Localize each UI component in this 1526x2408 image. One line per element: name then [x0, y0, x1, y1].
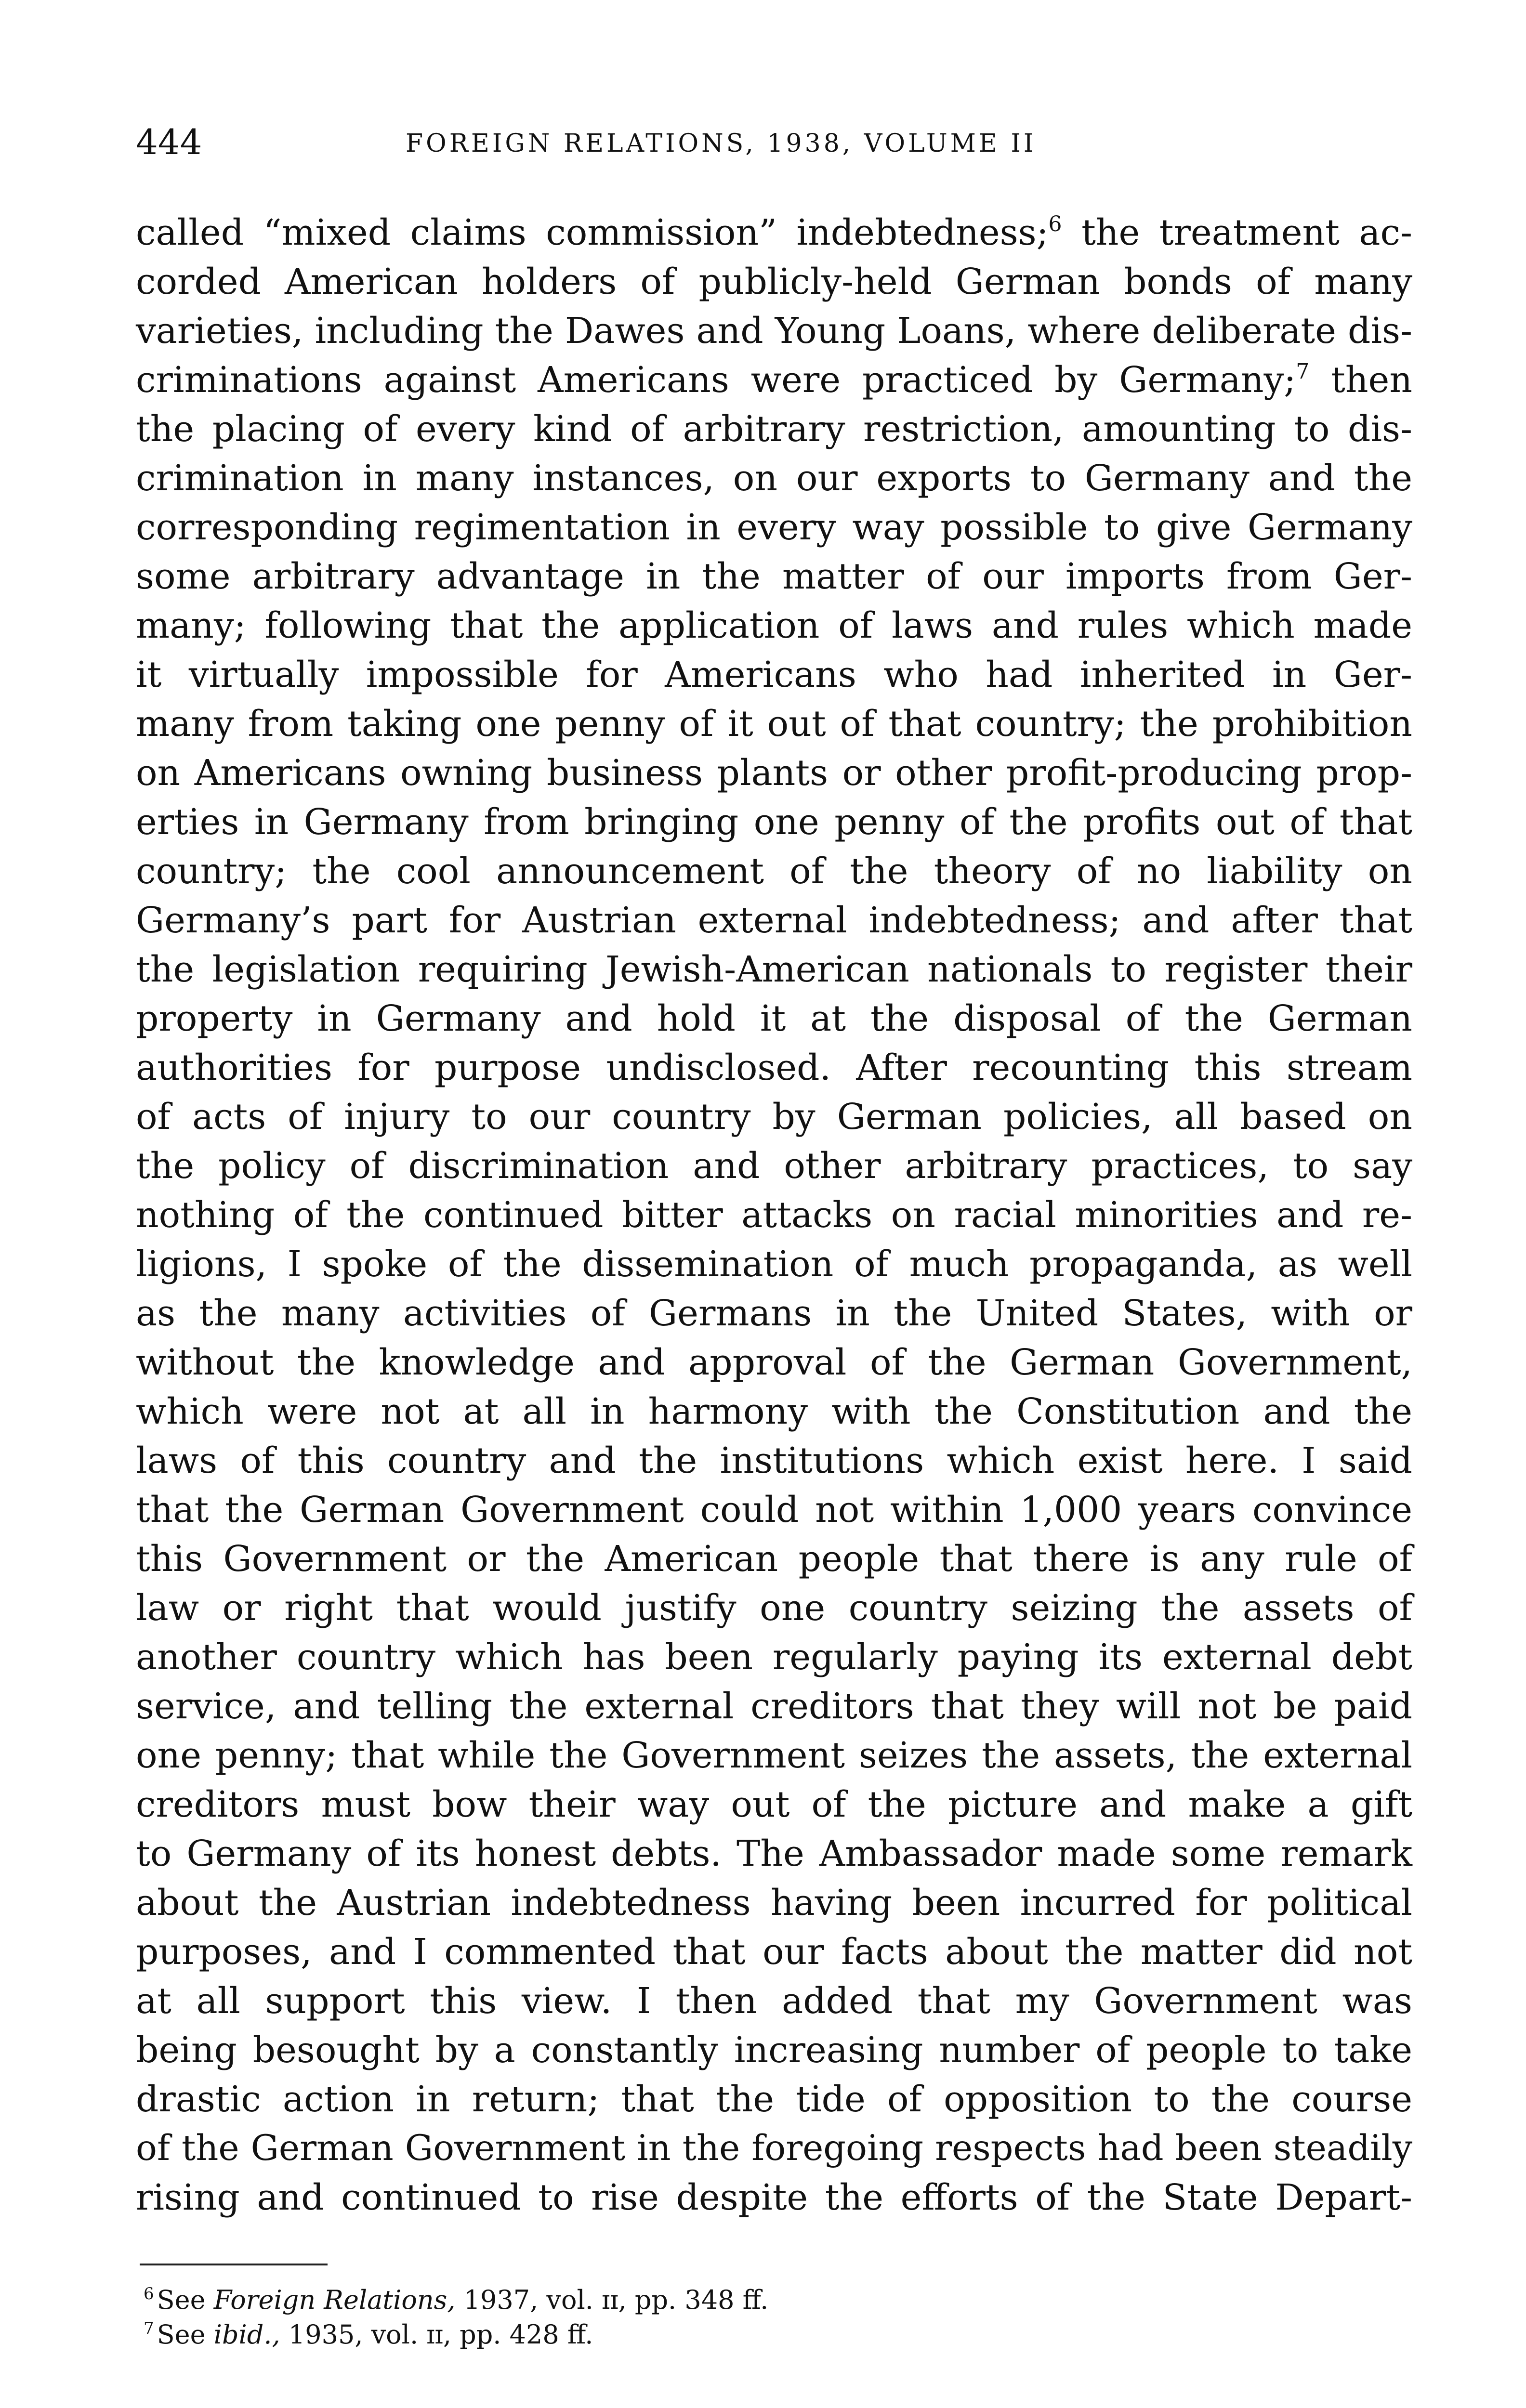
- text-line: [136, 2124, 1412, 2173]
- text-line: [136, 1878, 1412, 1927]
- text-line-continuation: then: [1309, 359, 1412, 401]
- footnote-marker: 7: [144, 2319, 154, 2338]
- text-line-content: corded American holders of publicly-held German bonds of many: [136, 261, 1412, 302]
- text-line: [136, 1976, 1412, 2026]
- text-line: [136, 847, 1412, 896]
- text-line-content: some arbitrary advantage in the matter of our imports from Ger-: [136, 556, 1412, 597]
- text-line-content: ligions, I spoke of the dissemination of much propaganda, as well: [136, 1243, 1412, 1285]
- footnote-citation-title: Foreign Relations,: [213, 2285, 456, 2315]
- text-line: [136, 2026, 1412, 2075]
- text-line-content: being besought by a constantly increasing number of people to take: [136, 2029, 1412, 2071]
- footnotes: [144, 2283, 1107, 2352]
- text-line: [136, 1092, 1412, 1141]
- text-line-content: about the Austrian indebtedness having been incurred for political: [136, 1882, 1412, 1924]
- text-line-content: another country which has been regularly paying its external debt: [136, 1636, 1412, 1678]
- text-line-content: crimination in many instances, on our exports to Germany and the: [136, 458, 1412, 499]
- footnote-citation-detail: 1937, vol. ɪɪ, pp. 348 ff.: [455, 2285, 769, 2315]
- text-line-content: that the German Government could not within 1,000 years convince: [136, 1489, 1412, 1531]
- page-number: 444: [136, 122, 202, 162]
- text-line-continuation: the treatment ac-: [1062, 212, 1413, 253]
- text-line: [136, 355, 1412, 405]
- text-line-content: nothing of the continued bitter attacks on racial minorities and re-: [136, 1194, 1412, 1236]
- text-line: [136, 208, 1412, 257]
- text-line-content: service, and telling the external creditors that they will not be paid: [136, 1686, 1412, 1727]
- footnote-marker: 6: [144, 2284, 154, 2303]
- text-line-content: the legislation requiring Jewish-American nationals to register their: [136, 949, 1412, 990]
- text-line: [136, 454, 1412, 503]
- text-line: [136, 1485, 1412, 1534]
- text-line: [136, 1387, 1412, 1436]
- text-line-content: authorities for purpose undisclosed. After recounting this stream: [136, 1047, 1412, 1088]
- text-line-content: law or right that would justify one country seizing the assets of: [136, 1587, 1412, 1629]
- text-line-content: creditors must bow their way out of the picture and make a gift: [136, 1784, 1412, 1825]
- running-title: FOREIGN RELATIONS, 1938, VOLUME II: [406, 129, 1037, 158]
- text-line: [136, 306, 1412, 355]
- text-line: [136, 1240, 1412, 1289]
- text-line-content: laws of this country and the institutions which exist here. I said: [136, 1440, 1412, 1481]
- text-line: [136, 1191, 1412, 1240]
- text-line: [136, 1141, 1412, 1191]
- text-line-content: erties in Germany from bringing one penny of the profits out of that: [136, 801, 1412, 843]
- footnote: [144, 2317, 1107, 2352]
- text-line: [136, 503, 1412, 552]
- text-line: [136, 650, 1412, 699]
- text-line-content: country; the cool announcement of the theory of no liability on: [136, 851, 1412, 892]
- text-line: [136, 1338, 1412, 1387]
- text-line-content: called “mixed claims commission” indebtedness;: [136, 212, 1049, 253]
- text-line: [136, 1289, 1412, 1338]
- text-line-content: one penny; that while the Government seizes the assets, the external: [136, 1735, 1412, 1776]
- text-line: [136, 798, 1412, 847]
- text-line: [136, 1731, 1412, 1780]
- text-line: [136, 945, 1412, 994]
- body-text: [136, 208, 1412, 2222]
- text-line-content: many; following that the application of laws and rules which made: [136, 605, 1412, 646]
- text-line-content: property in Germany and hold it at the disposal of the German: [136, 998, 1412, 1039]
- text-line-content: of the German Government in the foregoing respects had been steadily: [136, 2128, 1412, 2169]
- text-line-content: it virtually impossible for Americans who had inherited in Ger-: [136, 654, 1412, 695]
- page-header: [136, 120, 1388, 164]
- footnote-reference[interactable]: 7: [1296, 359, 1310, 384]
- text-line: [136, 1829, 1412, 1878]
- text-line: [136, 1927, 1412, 1976]
- text-line: [136, 748, 1412, 798]
- text-line: [136, 1780, 1412, 1829]
- text-line: [136, 552, 1412, 601]
- text-line-content: purposes, and I commented that our facts about the matter did not: [136, 1931, 1412, 1973]
- text-line-content: the placing of every kind of arbitrary restriction, amounting to dis-: [136, 408, 1412, 450]
- text-line: [136, 1436, 1412, 1485]
- text-line: [136, 1682, 1412, 1731]
- text-line-content: to Germany of its honest debts. The Ambassador made some remark: [136, 1833, 1412, 1874]
- text-line-content: this Government or the American people that there is any rule of: [136, 1538, 1412, 1580]
- text-line-content: rising and continued to rise despite the efforts of the State Depart-: [136, 2177, 1412, 2218]
- text-line: [136, 405, 1412, 454]
- text-line-content: corresponding regimentation in every way possible to give Germany: [136, 507, 1412, 548]
- text-line-content: drastic action in return; that the tide of opposition to the course: [136, 2079, 1412, 2120]
- text-line-content: Germany’s part for Austrian external indebtedness; and after that: [136, 900, 1412, 941]
- text-line-content: of acts of injury to our country by German policies, all based on: [136, 1096, 1412, 1138]
- text-line: [136, 257, 1412, 306]
- footnote: [144, 2283, 1107, 2317]
- footnote-citation-title: ibid.,: [213, 2319, 280, 2350]
- text-line-content: without the knowledge and approval of the German Government,: [136, 1342, 1412, 1383]
- text-line: [136, 2075, 1412, 2124]
- text-line-content: criminations against Americans were practiced by Germany;: [136, 359, 1296, 401]
- text-line-content: on Americans owning business plants or other profit-producing prop-: [136, 752, 1412, 794]
- footnote-citation-detail: 1935, vol. ɪɪ, pp. 428 ff.: [280, 2319, 593, 2350]
- text-line: [136, 1534, 1412, 1584]
- text-line-content: the policy of discrimination and other arbitrary practices, to say: [136, 1145, 1412, 1187]
- text-line-content: many from taking one penny of it out of that country; the prohibition: [136, 703, 1412, 745]
- text-line: [136, 896, 1412, 945]
- text-line-content: which were not at all in harmony with the Constitution and the: [136, 1391, 1412, 1432]
- text-line: [136, 2173, 1412, 2222]
- text-line: [136, 1584, 1412, 1633]
- footnote-prefix: See: [157, 2319, 214, 2350]
- text-line: [136, 994, 1412, 1043]
- footnote-divider: [140, 2264, 328, 2265]
- text-line: [136, 1633, 1412, 1682]
- text-line: [136, 699, 1412, 748]
- text-line: [136, 1043, 1412, 1092]
- text-line-content: varieties, including the Dawes and Young Loans, where deliberate dis-: [136, 310, 1412, 352]
- footnote-reference[interactable]: 6: [1048, 212, 1062, 236]
- text-line-content: as the many activities of Germans in the United States, with or: [136, 1293, 1412, 1334]
- text-line-content: at all support this view. I then added that my Government was: [136, 1980, 1412, 2022]
- text-line: [136, 601, 1412, 650]
- footnote-prefix: See: [157, 2285, 214, 2315]
